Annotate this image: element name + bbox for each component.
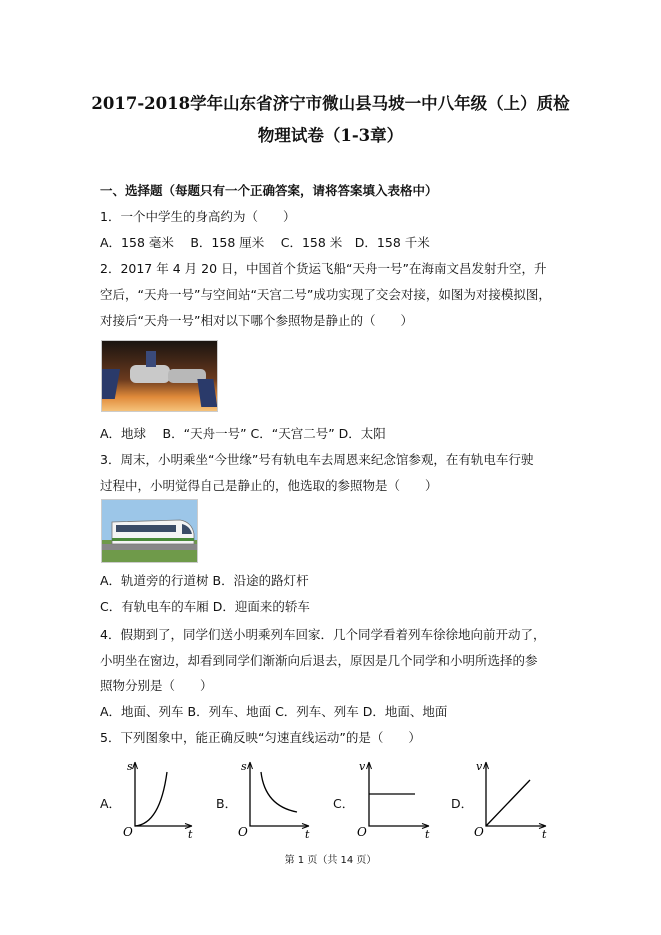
graph-c-label: C．	[333, 796, 355, 811]
graph-d	[472, 756, 552, 841]
graph-d-label: D．	[451, 796, 474, 811]
q3-options-line-1: A．轨道旁的行道树 B．沿途的路灯杆	[100, 573, 309, 588]
graph-b	[235, 756, 315, 841]
q3-stem-line-1: 3．周末，小明乘坐“今世缘”号有轨电车去周恩来纪念馆参观，在有轨电车行驶	[100, 452, 534, 467]
section-heading: 一、选择题（每题只有一个正确答案，请将答案填入表格中）	[100, 183, 438, 198]
q2-stem-line-1: 2．2017 年 4 月 20 日，中国首个货运飞船“天舟一号”在海南文昌发射升空，升	[100, 261, 547, 276]
graph-b-y-label: s	[241, 760, 247, 773]
graph-b-x-label: t	[305, 828, 310, 841]
graph-c	[355, 756, 435, 841]
q3-options-line-2: C．有轨电车的车厢 D．迎面来的轿车	[100, 599, 310, 614]
graph-a-y-label: s	[127, 760, 133, 773]
graph-b-label: B．	[216, 796, 238, 811]
q2-options: A．地球 B．“天舟一号” C．“天宫二号” D．太阳	[100, 426, 386, 441]
graph-b-axes	[250, 764, 307, 826]
graph-c-y-label: v	[359, 760, 366, 773]
graph-b-curve	[261, 772, 297, 812]
graph-c-axes	[369, 764, 427, 826]
graph-a	[118, 756, 198, 841]
q4-stem-line-2: 小明坐在窗边，却看到同学们渐渐向后退去，原因是几个同学和小明所选择的参	[100, 653, 538, 668]
tram-image	[101, 499, 198, 563]
graph-a-origin: O	[123, 825, 133, 839]
title-line-1: 2017-2018学年山东省济宁市微山县马坡一中八年级（上）质检	[91, 94, 570, 113]
q1-options: A．158 毫米 B．158 厘米 C．158 米 D．158 千米	[100, 235, 430, 250]
graph-d-x-label: t	[542, 828, 547, 841]
title-line-2: 物理试卷（1-3章）	[257, 126, 404, 145]
graph-c-origin: O	[357, 825, 367, 839]
q1-stem: 1．一个中学生的身高约为（ ）	[100, 209, 296, 224]
graph-d-y-label: v	[476, 760, 483, 773]
spacecraft-docking-image	[101, 340, 218, 412]
graph-b-origin: O	[238, 825, 248, 839]
q5-stem: 5．下列图象中，能正确反映“匀速直线运动”的是（ ）	[100, 730, 421, 745]
graph-c-x-label: t	[425, 828, 430, 841]
graph-a-x-label: t	[188, 828, 193, 841]
graph-a-curve	[135, 772, 167, 826]
q2-stem-line-2: 空后，“天舟一号”与空间站“天宫二号”成功实现了交会对接，如图为对接模拟图，	[100, 287, 551, 302]
q3-stem-line-2: 过程中，小明觉得自己是静止的，他选取的参照物是（ ）	[100, 478, 438, 493]
q4-stem-line-1: 4．假期到了，同学们送小明乘列车回家．几个同学看着列车徐徐地向前开动了，	[100, 627, 546, 642]
q2-stem-line-3: 对接后“天舟一号”相对以下哪个参照物是静止的（ ）	[100, 313, 413, 328]
q4-stem-line-3: 照物分别是（ ）	[100, 678, 213, 693]
graph-d-origin: O	[474, 825, 484, 839]
graph-d-line	[486, 780, 530, 826]
page-footer: 第 1 页（共 14 页）	[284, 855, 377, 866]
graph-a-label: A．	[100, 796, 122, 811]
q4-options: A．地面、列车 B．列车、地面 C．列车、列车 D．地面、地面	[100, 704, 448, 719]
